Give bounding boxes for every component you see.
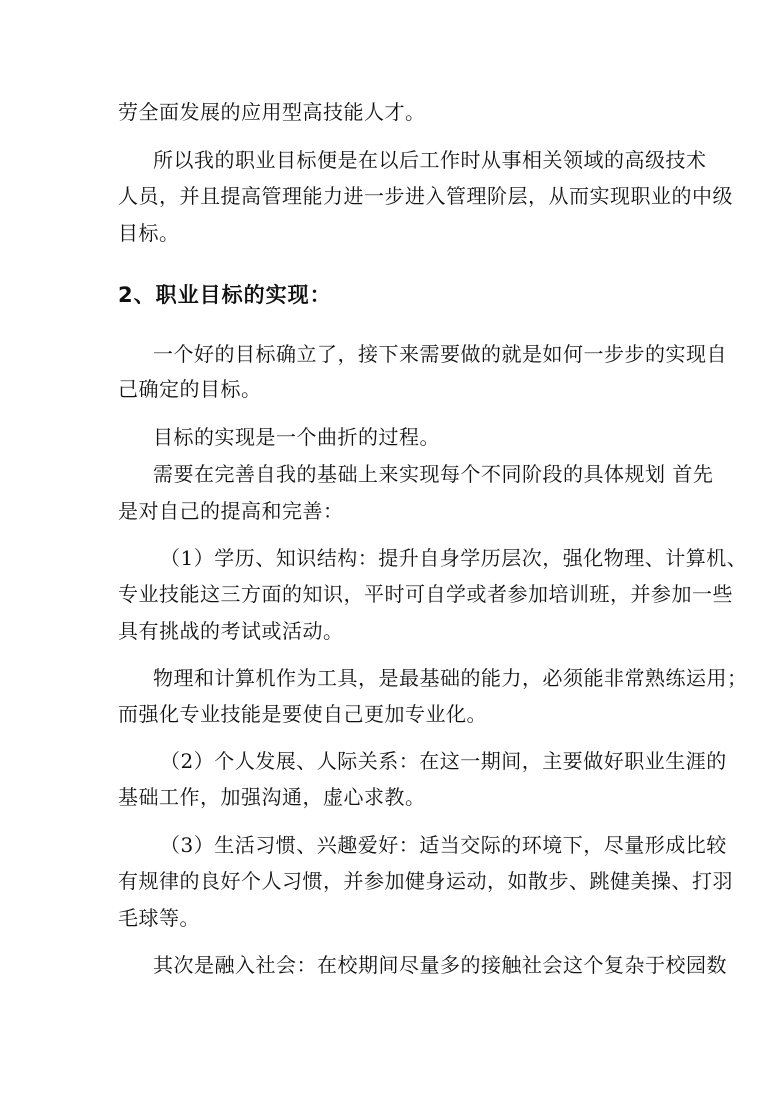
paragraph-line: 专业技能这三方面的知识，平时可自学或者参加培训班，并参加一些 <box>118 582 733 606</box>
paragraph-line: 其次是融入社会：在校期间尽量多的接触社会这个复杂于校园数 <box>153 953 727 977</box>
list-item-line: （3）生活习惯、兴趣爱好：适当交际的环境下，尽量形成比较 <box>160 833 727 857</box>
paragraph-line: 有规律的良好个人习惯，并参加健身运动，如散步、跳健美操、打羽 <box>118 869 733 893</box>
paragraph-line: 而强化专业技能是要使自己更加专业化。 <box>118 702 487 726</box>
paragraph-line: 己确定的目标。 <box>118 377 262 401</box>
paragraph-line: 需要在完善自我的基础上来实现每个不同阶段的具体规划 首先 <box>153 462 714 486</box>
list-item-line: （1）学历、知识结构：提升自身学历层次，强化物理、计算机、 <box>160 546 748 570</box>
paragraph-line: 物理和计算机作为工具，是最基础的能力，必须能非常熟练运用； <box>153 666 748 690</box>
paragraph-line: 人员，并且提高管理能力进一步进入管理阶层，从而实现职业的中级 <box>118 184 733 208</box>
paragraph-line: 目标。 <box>118 221 180 245</box>
section-heading: 2、职业目标的实现： <box>118 283 332 307</box>
paragraph-line: 目标的实现是一个曲折的过程。 <box>153 425 440 449</box>
paragraph-line: 基础工作，加强沟通，虚心求教。 <box>118 785 426 809</box>
paragraph-line: 劳全面发展的应用型高技能人才。 <box>118 100 426 124</box>
paragraph-line: 毛球等。 <box>118 906 200 930</box>
paragraph-line: 具有挑战的考试或活动。 <box>118 619 344 643</box>
paragraph-line: 所以我的职业目标便是在以后工作时从事相关领域的高级技术 <box>153 148 707 172</box>
paragraph-line: 是对自己的提高和完善： <box>118 499 344 523</box>
list-item-line: （2）个人发展、人际关系：在这一期间，主要做好职业生涯的 <box>160 749 727 773</box>
paragraph-line: 一个好的目标确立了，接下来需要做的就是如何一步步的实现自 <box>153 342 727 366</box>
